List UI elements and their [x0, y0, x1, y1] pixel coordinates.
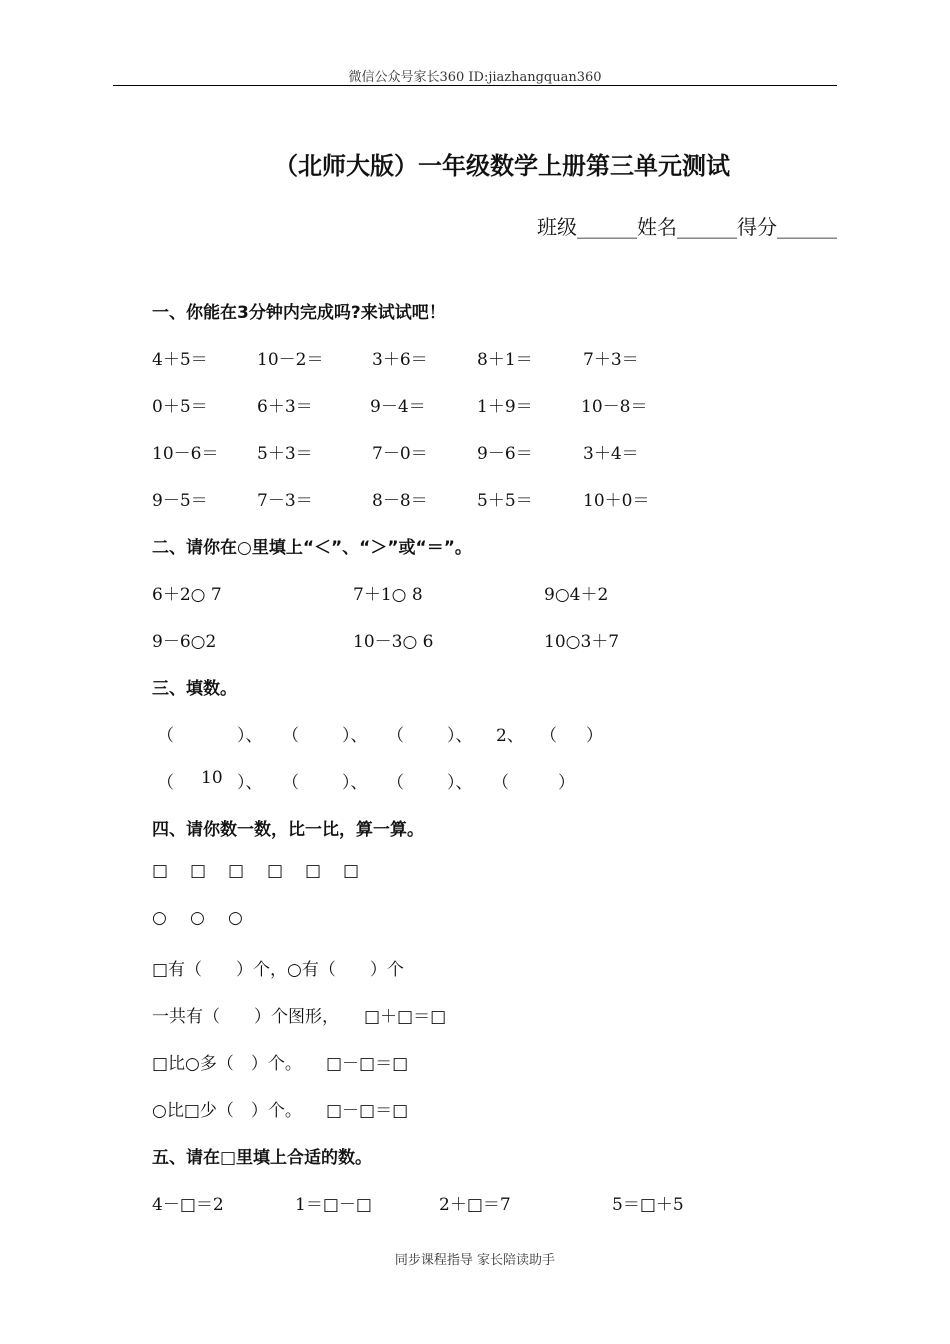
s3-r2-p1: （ [157, 773, 174, 793]
s2-r2-c3: 10○3＋7 [544, 632, 620, 652]
s3-r2-p3: ）、 [237, 773, 263, 793]
s1-r3-c1: 10－6＝ [152, 444, 219, 464]
student-info [537, 211, 837, 240]
s2-r1-c2: 7＋1○ 8 [353, 585, 423, 605]
s5-item-3: 2＋□＝7 [439, 1195, 511, 1215]
s1-r4-c1: 9－5＝ [152, 491, 208, 511]
s3-r1-p8: （ [540, 726, 557, 746]
s3-r2-p5: ）、 [342, 773, 368, 793]
square-shape: □ [152, 861, 169, 881]
s1-r4-c2: 7－3＝ [257, 491, 313, 511]
page-title: （北师大版）一年级数学上册第三单元测试 [274, 152, 730, 180]
s1-r4-c5: 10＋0＝ [583, 491, 650, 511]
s3-r1-p1: （ [157, 726, 174, 746]
s4-less-equation: □－□＝□ [326, 1101, 409, 1121]
s4-total-equation: □＋□＝□ [364, 1007, 447, 1027]
s4-less-line: ○比□少（ ）个。 [152, 1101, 302, 1121]
circle-shape: ○ [152, 908, 167, 928]
score-label: 得分______ [737, 215, 837, 239]
s1-r1-c3: 3＋6＝ [372, 350, 428, 370]
s1-r2-c4: 1＋9＝ [477, 397, 533, 417]
s2-r2-c1: 9－6○2 [152, 632, 217, 652]
header-rule [113, 85, 837, 86]
s3-r2-p4: （ [282, 773, 299, 793]
s1-r2-c1: 0＋5＝ [152, 397, 208, 417]
page-header: 微信公众号家长360 ID:jiazhangquan360 [348, 70, 602, 85]
s1-r1-c1: 4＋5＝ [152, 350, 208, 370]
s3-r1-p5: （ [387, 726, 404, 746]
square-shape: □ [343, 861, 360, 881]
s3-r1-p6: ）、 [447, 726, 473, 746]
section3-heading: 三、填数。 [152, 679, 237, 699]
s1-r2-c5: 10－8＝ [581, 397, 648, 417]
s3-r1-p2: ）、 [237, 726, 263, 746]
s1-r1-c4: 8＋1＝ [477, 350, 533, 370]
page-footer: 同步课程指导 家长陪读助手 [394, 1253, 556, 1268]
s3-r2-p2: 10 [201, 768, 223, 788]
s1-r2-c2: 6＋3＝ [257, 397, 313, 417]
s1-r3-c3: 7－0＝ [372, 444, 428, 464]
s4-more-line: □比○多（ ）个。 [152, 1054, 302, 1074]
s3-r2-p7: ）、 [447, 773, 473, 793]
s5-item-4: 5＝□＋5 [612, 1195, 684, 1215]
s4-count-line: □有（ ）个，○有（ ）个 [152, 960, 404, 980]
s3-r1-p4: ）、 [342, 726, 368, 746]
s1-r3-c5: 3＋4＝ [583, 444, 639, 464]
square-shape: □ [267, 861, 284, 881]
s3-r1-p9: ） [586, 726, 603, 746]
s3-r2-p6: （ [387, 773, 404, 793]
s1-r3-c2: 5＋3＝ [257, 444, 313, 464]
class-label: 班级______ [537, 215, 637, 239]
section2-heading: 二、请你在○里填上“＜”、“＞”或“＝”。 [152, 538, 472, 558]
s2-r1-c1: 6＋2○ 7 [152, 585, 222, 605]
s2-r1-c3: 9○4＋2 [544, 585, 609, 605]
section4-heading: 四、请你数一数，比一比，算一算。 [152, 820, 424, 840]
s3-r1-p7: 2、 [496, 726, 524, 746]
s3-r2-p9: ） [558, 773, 575, 793]
s4-total-line: 一共有（ ）个图形， [152, 1007, 339, 1027]
square-shape: □ [228, 861, 245, 881]
s1-r2-c3: 9－4＝ [370, 397, 426, 417]
s1-r4-c3: 8－8＝ [372, 491, 428, 511]
s1-r4-c4: 5＋5＝ [477, 491, 533, 511]
name-label: 姓名______ [637, 215, 737, 239]
circle-shape: ○ [228, 908, 243, 928]
s1-r3-c4: 9－6＝ [477, 444, 533, 464]
s5-item-2: 1＝□－□ [295, 1195, 372, 1215]
square-shape: □ [190, 861, 207, 881]
s3-r2-p8: （ [492, 773, 509, 793]
s5-item-1: 4－□＝2 [152, 1195, 224, 1215]
s1-r1-c5: 7＋3＝ [583, 350, 639, 370]
section1-heading: 一、你能在3分钟内完成吗?来试试吧！ [152, 303, 446, 323]
circle-shape: ○ [190, 908, 205, 928]
section5-heading: 五、请在□里填上合适的数。 [152, 1148, 373, 1168]
s1-r1-c2: 10－2＝ [257, 350, 324, 370]
s4-more-equation: □－□＝□ [326, 1054, 409, 1074]
s2-r2-c2: 10－3○ 6 [353, 632, 434, 652]
square-shape: □ [305, 861, 322, 881]
s3-r1-p3: （ [282, 726, 299, 746]
